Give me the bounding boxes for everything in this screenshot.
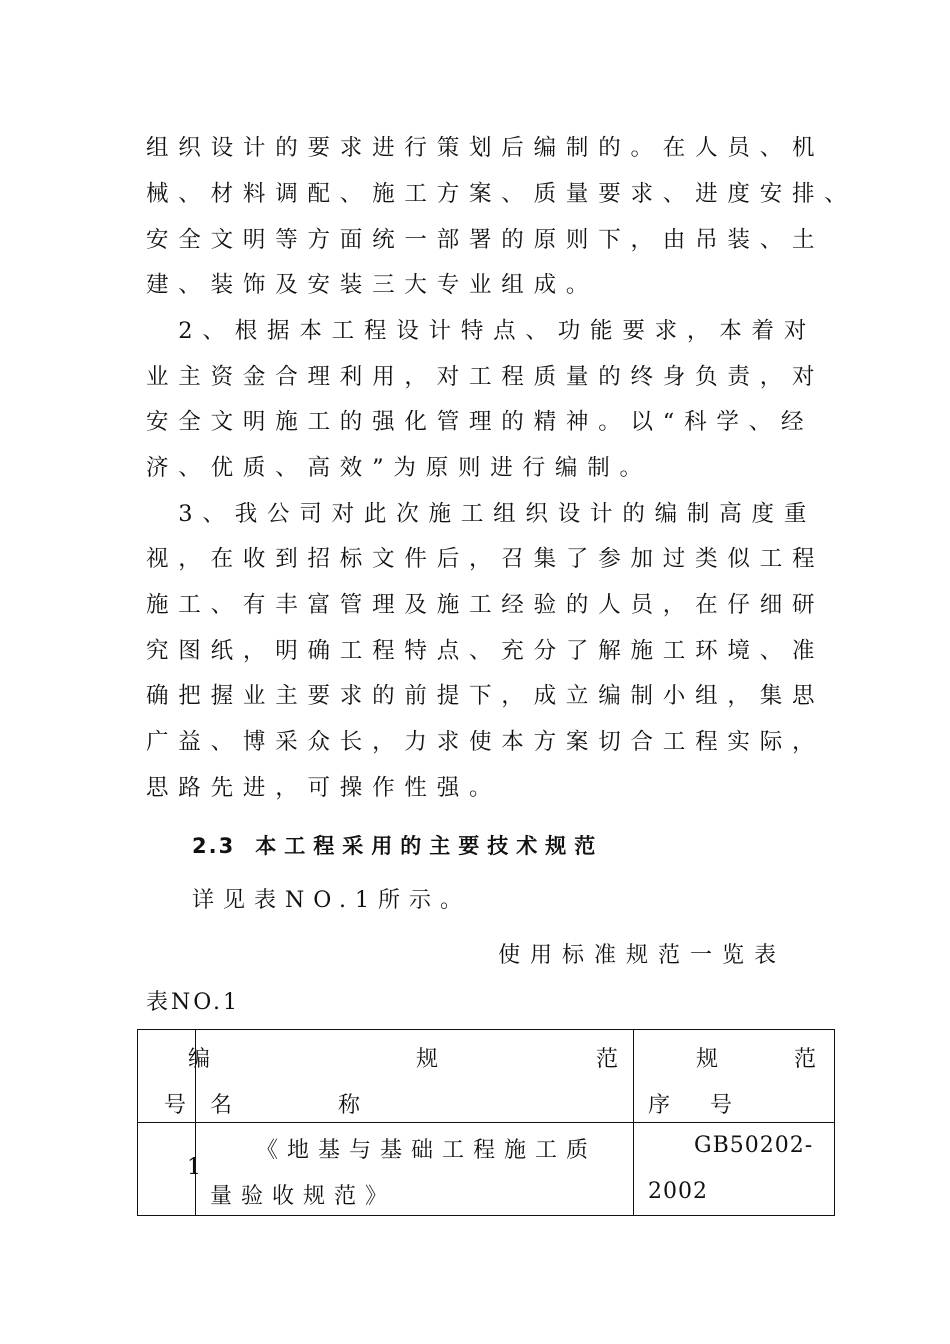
paragraph-line: 建、装饰及安装三大专业组成。 (146, 272, 599, 298)
row-name-line: 量验收规范》 (210, 1184, 397, 1209)
row-code-line: 2002 (648, 1179, 708, 1204)
header-text: 范 (596, 1047, 628, 1072)
section-heading (192, 830, 603, 860)
header-code-cell (634, 1030, 835, 1123)
paragraph-line: 确把握业主要求的前提下，成立编制小组，集思 (146, 683, 825, 709)
section-number: 2.3 (192, 834, 236, 858)
header-name-cell (196, 1030, 634, 1123)
row-name-cell (196, 1123, 634, 1216)
standards-table (137, 1029, 835, 1216)
header-text: 规 (696, 1047, 728, 1072)
row-number: 1 (187, 1155, 210, 1180)
header-text: 编 (188, 1047, 220, 1072)
paragraph-line: 组织设计的要求进行策划后编制的。在人员、机 (146, 135, 825, 161)
row-code-line: GB50202- (694, 1133, 814, 1158)
table-caption: 使用标准规范一览表 (498, 943, 787, 968)
header-text: 序 号 (648, 1093, 742, 1118)
table-header-row (138, 1030, 835, 1123)
table-number: 表NO.1 (146, 990, 240, 1015)
paragraph-line: 济、优质、高效”为原则进行编制。 (146, 455, 652, 481)
row-code-cell (634, 1123, 835, 1216)
header-text: 规 (416, 1047, 448, 1072)
paragraph-line: 3、我公司对此次施工组织设计的编制高度重 (146, 501, 817, 527)
paragraph-line: 安全文明施工的强化管理的精神。以“科学、经 (146, 409, 814, 435)
header-text: 号 (164, 1093, 196, 1118)
paragraph-line: 思路先进，可操作性强。 (146, 775, 502, 801)
header-text: 称 (338, 1093, 370, 1118)
section-title: 本工程采用的主要技术规范 (255, 834, 604, 858)
header-text: 范 (794, 1047, 826, 1072)
row-name-line: 《地基与基础工程施工质 (256, 1138, 598, 1163)
paragraph-line: 安全文明等方面统一部署的原则下，由吊装、土 (146, 227, 825, 253)
header-number-cell (138, 1030, 220, 1123)
paragraph-line: 究图纸，明确工程特点、充分了解施工环境、准 (146, 638, 825, 664)
paragraph-line: 视，在收到招标文件后，召集了参加过类似工程 (146, 546, 825, 572)
paragraph-line: 械、材料调配、施工方案、质量要求、进度安排、 (146, 181, 857, 207)
table-reference-text: 详见表NO.1所示。 (192, 888, 471, 913)
paragraph-line: 施工、有丰富管理及施工经验的人员，在仔细研 (146, 592, 825, 618)
table-row (138, 1123, 835, 1216)
paragraph-line: 业主资金合理利用，对工程质量的终身负责，对 (146, 364, 825, 390)
paragraph-line: 2、根据本工程设计特点、功能要求，本着对 (146, 318, 817, 344)
header-text: 名 (210, 1093, 242, 1118)
row-number-cell (138, 1123, 210, 1216)
paragraph-line: 广益、博采众长，力求使本方案切合工程实际， (146, 729, 825, 755)
